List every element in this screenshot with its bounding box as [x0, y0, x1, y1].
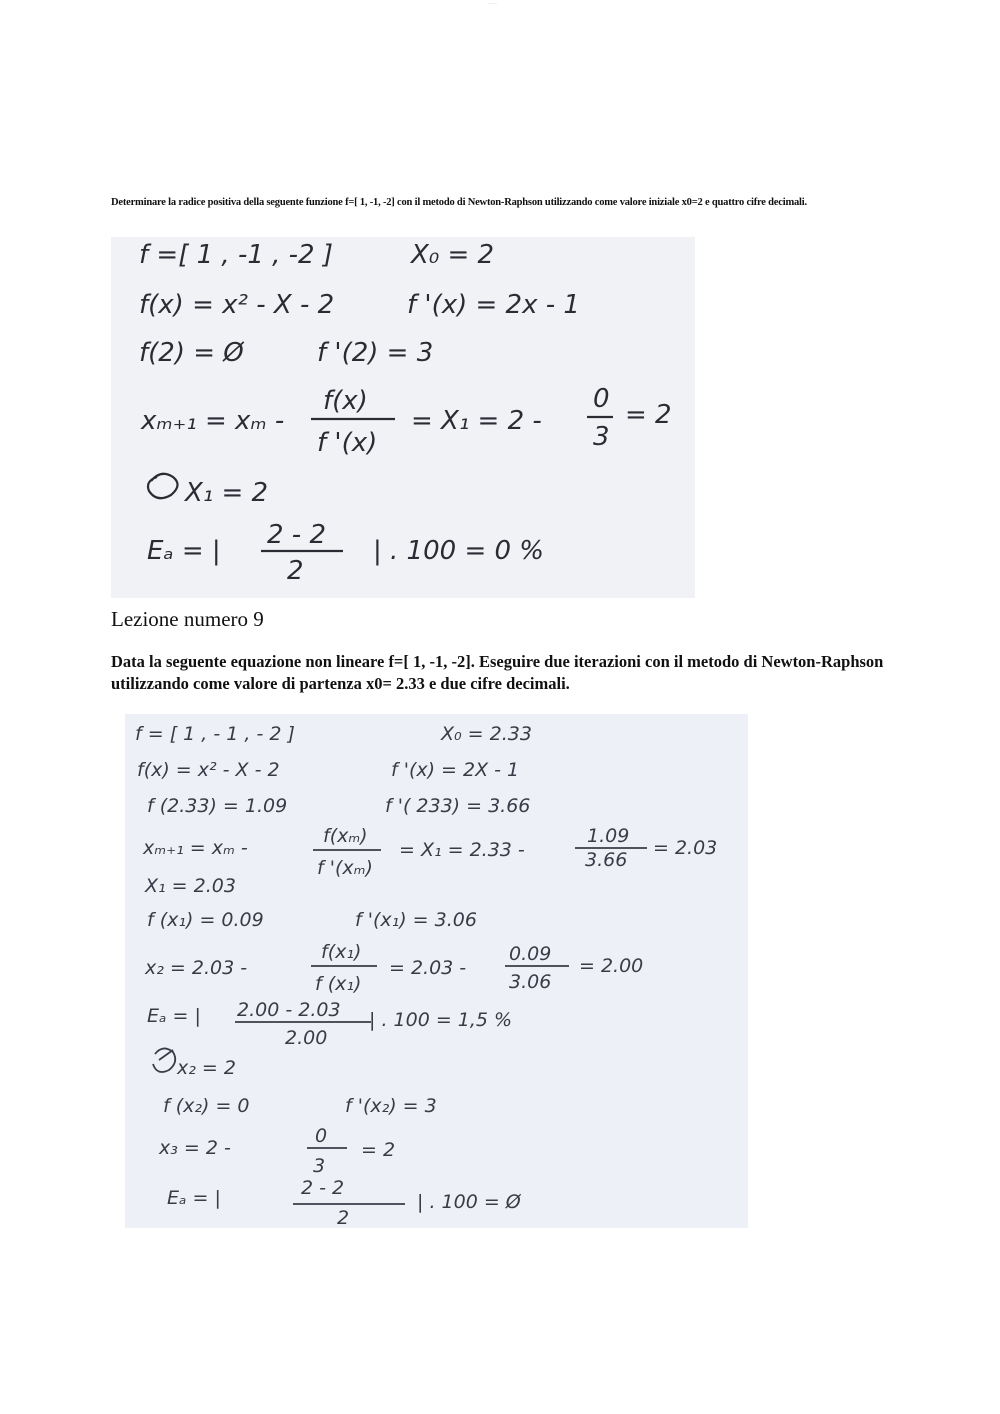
hw-fraction-den: 3 — [313, 1155, 326, 1177]
hw-line: Eₐ = | — [147, 536, 221, 566]
hw-line: f(2) = Ø — [139, 338, 244, 368]
hw-line: f '(x) = 2X - 1 — [391, 759, 520, 781]
hw-fraction-den: f '(x) — [317, 428, 378, 458]
hw-line: f (2.33) = 1.09 — [147, 795, 288, 817]
hw-fraction-den: f (x₁) — [315, 973, 362, 995]
hw-fraction-den: f '(xₘ) — [317, 857, 373, 879]
hw-line: X₁ = 2.03 — [145, 875, 236, 897]
hw-line: | . 100 = 1,5 % — [369, 1009, 513, 1031]
hw-line: | . 100 = Ø — [417, 1191, 521, 1213]
hw-fraction-den: 3.06 — [509, 971, 552, 993]
lesson-title: Lezione numero 9 — [111, 607, 264, 631]
hw-line: f (x₂) = 0 — [163, 1095, 250, 1117]
hw-line: f (x₁) = 0.09 — [147, 909, 264, 931]
hw-fraction-den: 2 — [337, 1207, 350, 1228]
hw-line: = 2.03 - — [389, 957, 467, 979]
hw-line: = 2 — [361, 1139, 396, 1161]
hw-fraction-den: 2 — [287, 556, 304, 586]
hw-fraction-num: 2 - 2 — [267, 520, 326, 550]
hw-fraction-num: 2 - 2 — [301, 1177, 345, 1199]
hw-line: = 2 — [625, 400, 672, 430]
handwritten-solution-scan-2 — [125, 714, 748, 1228]
hw-line: f '(x₁) = 3.06 — [355, 909, 477, 931]
hw-line: = X₁ = 2.33 - — [399, 839, 525, 861]
hw-fraction-num: f(xₘ) — [323, 825, 368, 847]
hw-line: X₀ = 2 — [411, 240, 495, 270]
hw-line: x₂ = 2 — [177, 1057, 236, 1079]
handwriting-canvas-2 — [125, 714, 748, 1228]
hw-line: f(x) = x² - X - 2 — [137, 759, 280, 781]
hw-line: = X₁ = 2 - — [411, 406, 542, 436]
hw-line: f(x) = x² - X - 2 — [139, 290, 335, 320]
hw-line: x₂ = 2.03 - — [145, 957, 248, 979]
hw-fraction-num: 0 — [593, 384, 610, 414]
hw-line: f '(x₂) = 3 — [345, 1095, 437, 1117]
hw-line: = 2.00 — [579, 955, 644, 977]
scribble-mark — [148, 474, 178, 498]
hw-line: | . 100 = 0 % — [373, 536, 545, 566]
hw-line: f =[ 1 , -1 , -2 ] — [139, 240, 333, 270]
hw-fraction-den: 3.66 — [585, 849, 628, 871]
hw-fraction-num: f(x) — [323, 386, 368, 416]
hw-fraction-num: 2.00 - 2.03 — [237, 999, 341, 1021]
page-header-mark: - - - - — [488, 0, 497, 5]
hw-line: xₘ₊₁ = xₘ - — [143, 837, 248, 859]
intro-exercise-text: Determinare la radice positiva della seguente funzione f=[ 1, -1, -2] con il metodo di Newton-Raphson utilizzando come valore iniziale x0=2 e quattro cifre decimali. — [111, 197, 807, 208]
hw-line: Eₐ = | — [147, 1005, 201, 1027]
hw-fraction-den: 2.00 — [285, 1027, 328, 1049]
hw-fraction-num: 0.09 — [509, 943, 552, 965]
exercise-text: Data la seguente equazione non lineare f=[ 1, -1, -2]. Eseguire due iterazioni con il metodo di Newton-Raphson utilizzando come valore di partenza x0= 2.33 e due cifre decimali. — [111, 652, 884, 693]
hw-line: f '(2) = 3 — [317, 338, 434, 368]
hw-line: X₀ = 2.33 — [441, 723, 532, 745]
hw-line: xₘ₊₁ = xₘ - — [141, 406, 285, 436]
hw-line: X₁ = 2 — [185, 478, 269, 508]
hw-fraction-den: 3 — [593, 422, 610, 452]
handwriting-canvas-1 — [111, 237, 695, 598]
hw-fraction-num: f(x₁) — [321, 941, 362, 963]
hw-line: x₃ = 2 - — [159, 1137, 231, 1159]
hw-line: = 2.03 — [653, 837, 718, 859]
hw-line: f '(x) = 2x - 1 — [407, 290, 580, 320]
scribble-mark — [153, 1048, 175, 1072]
hw-line: f = [ 1 , - 1 , - 2 ] — [135, 723, 295, 745]
hw-line: Eₐ = | — [167, 1187, 221, 1209]
hw-fraction-num: 0 — [315, 1125, 328, 1147]
handwritten-solution-scan-1 — [111, 237, 695, 598]
hw-line: f '( 233) = 3.66 — [385, 795, 531, 817]
hw-fraction-num: 1.09 — [587, 825, 630, 847]
